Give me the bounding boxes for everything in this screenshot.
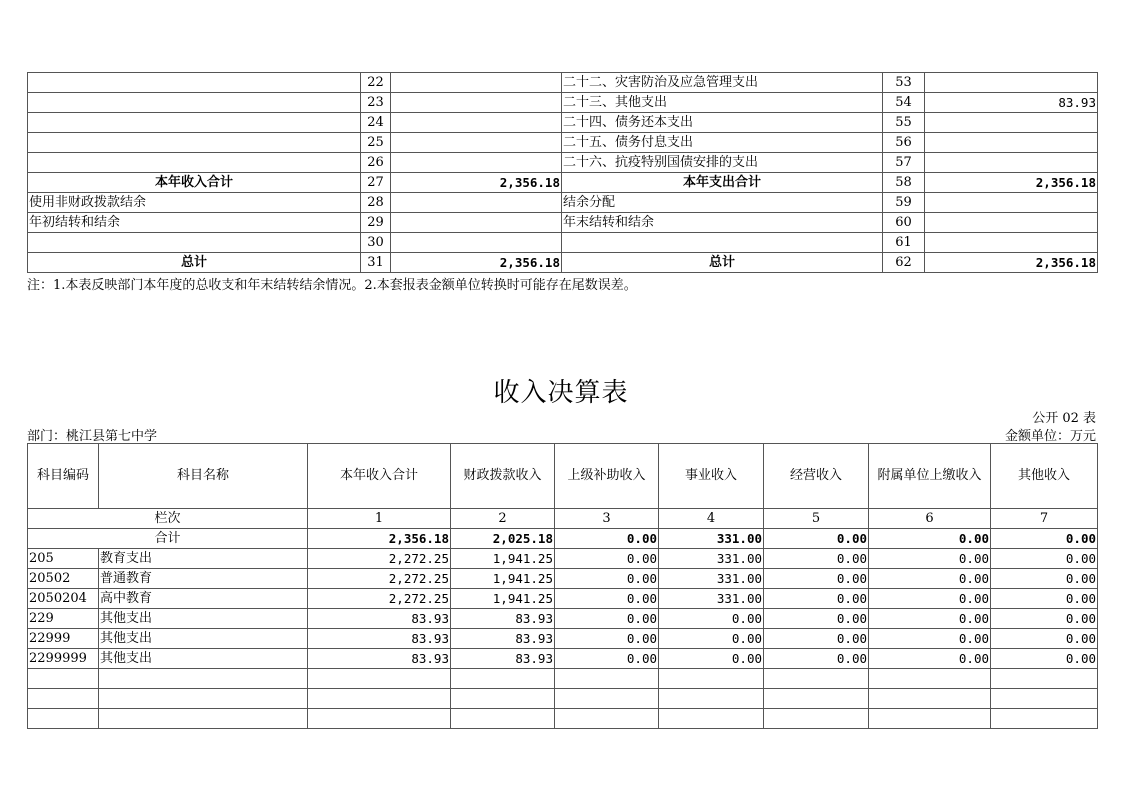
income-table bbox=[27, 443, 1098, 729]
table-row bbox=[28, 609, 1098, 629]
amount-cell: 0.00 bbox=[555, 589, 659, 609]
table-row bbox=[28, 173, 1098, 193]
empty-cell bbox=[764, 669, 869, 689]
empty-cell bbox=[28, 669, 99, 689]
empty-cell bbox=[308, 669, 451, 689]
empty-cell bbox=[555, 709, 659, 729]
empty-cell bbox=[28, 689, 99, 709]
form-number: 公开 02 表 bbox=[1032, 411, 1096, 426]
amount-cell bbox=[925, 233, 1098, 253]
amount-cell: 2,356.18 bbox=[925, 253, 1098, 273]
amount-cell: 2,356.18 bbox=[391, 173, 562, 193]
amount-cell: 0.00 bbox=[659, 629, 764, 649]
subject-name-cell: 其他支出 bbox=[99, 649, 308, 669]
empty-cell bbox=[991, 689, 1098, 709]
amount-cell: 83.93 bbox=[451, 609, 555, 629]
table-row bbox=[28, 589, 1098, 609]
amount-cell: 331.00 bbox=[659, 549, 764, 569]
column-index-label: 栏次 bbox=[28, 509, 308, 529]
empty-cell bbox=[659, 709, 764, 729]
table-row bbox=[28, 73, 1098, 93]
left-label-cell: 使用非财政拨款结余 bbox=[28, 193, 361, 213]
amount-cell bbox=[391, 73, 562, 93]
column-header: 事业收入 bbox=[659, 444, 764, 509]
amount-cell: 0.00 bbox=[659, 609, 764, 629]
row-number-cell: 27 bbox=[361, 173, 391, 193]
amount-cell: 0.00 bbox=[991, 629, 1098, 649]
amount-cell: 1,941.25 bbox=[451, 549, 555, 569]
blank-row bbox=[28, 709, 1098, 729]
amount-cell bbox=[391, 233, 562, 253]
amount-cell: 0.00 bbox=[555, 549, 659, 569]
blank-row bbox=[28, 669, 1098, 689]
amount-cell: 83.93 bbox=[925, 93, 1098, 113]
empty-cell bbox=[99, 709, 308, 729]
empty-cell bbox=[991, 709, 1098, 729]
amount-cell: 1,941.25 bbox=[451, 589, 555, 609]
left-label-cell: 本年收入合计 bbox=[28, 173, 361, 193]
empty-cell bbox=[869, 669, 991, 689]
column-header: 财政拨款收入 bbox=[451, 444, 555, 509]
page-title: 收入决算表 bbox=[493, 378, 629, 408]
total-value-cell: 0.00 bbox=[555, 529, 659, 549]
column-header: 附属单位上缴收入 bbox=[869, 444, 991, 509]
column-header: 其他收入 bbox=[991, 444, 1098, 509]
subject-name-cell: 教育支出 bbox=[99, 549, 308, 569]
unit-label: 金额单位：万元 bbox=[1004, 429, 1096, 444]
amount-cell: 0.00 bbox=[764, 549, 869, 569]
column-number-cell: 3 bbox=[555, 509, 659, 529]
amount-cell: 1,941.25 bbox=[451, 569, 555, 589]
amount-cell: 0.00 bbox=[555, 649, 659, 669]
amount-cell: 0.00 bbox=[764, 589, 869, 609]
row-number-cell: 55 bbox=[883, 113, 925, 133]
amount-cell bbox=[925, 73, 1098, 93]
total-value-cell: 0.00 bbox=[869, 529, 991, 549]
column-number-cell: 5 bbox=[764, 509, 869, 529]
total-value-cell: 0.00 bbox=[991, 529, 1098, 549]
table-row bbox=[28, 629, 1098, 649]
subject-code-cell: 205 bbox=[28, 549, 99, 569]
table-row bbox=[28, 253, 1098, 273]
subject-name-cell: 其他支出 bbox=[99, 629, 308, 649]
subject-code-cell: 20502 bbox=[28, 569, 99, 589]
empty-cell bbox=[869, 689, 991, 709]
left-label-cell bbox=[28, 153, 361, 173]
row-number-cell: 31 bbox=[361, 253, 391, 273]
amount-cell: 0.00 bbox=[869, 569, 991, 589]
row-number-cell: 22 bbox=[361, 73, 391, 93]
amount-cell: 83.93 bbox=[308, 649, 451, 669]
subject-code-cell: 22999 bbox=[28, 629, 99, 649]
table-row bbox=[28, 549, 1098, 569]
header-row bbox=[28, 444, 1098, 509]
amount-cell: 2,356.18 bbox=[925, 173, 1098, 193]
amount-cell: 331.00 bbox=[659, 569, 764, 589]
amount-cell: 0.00 bbox=[555, 629, 659, 649]
row-number-cell: 58 bbox=[883, 173, 925, 193]
amount-cell bbox=[925, 213, 1098, 233]
total-label: 合计 bbox=[28, 529, 308, 549]
left-label-cell bbox=[28, 113, 361, 133]
blank-row bbox=[28, 689, 1098, 709]
empty-cell bbox=[659, 689, 764, 709]
amount-cell: 0.00 bbox=[764, 629, 869, 649]
total-value-cell: 0.00 bbox=[764, 529, 869, 549]
column-number-cell: 1 bbox=[308, 509, 451, 529]
left-label-cell bbox=[28, 93, 361, 113]
empty-cell bbox=[308, 689, 451, 709]
empty-cell bbox=[764, 689, 869, 709]
summary-table bbox=[27, 72, 1098, 273]
row-number-cell: 25 bbox=[361, 133, 391, 153]
row-number-cell: 26 bbox=[361, 153, 391, 173]
row-number-cell: 57 bbox=[883, 153, 925, 173]
amount-cell: 83.93 bbox=[308, 629, 451, 649]
amount-cell: 0.00 bbox=[869, 629, 991, 649]
total-row bbox=[28, 529, 1098, 549]
row-number-cell: 62 bbox=[883, 253, 925, 273]
table-row bbox=[28, 569, 1098, 589]
amount-cell bbox=[925, 133, 1098, 153]
amount-cell: 0.00 bbox=[659, 649, 764, 669]
column-header: 本年收入合计 bbox=[308, 444, 451, 509]
column-index-row bbox=[28, 509, 1098, 529]
amount-cell: 2,272.25 bbox=[308, 569, 451, 589]
column-number-cell: 7 bbox=[991, 509, 1098, 529]
row-number-cell: 59 bbox=[883, 193, 925, 213]
row-number-cell: 56 bbox=[883, 133, 925, 153]
amount-cell: 0.00 bbox=[764, 649, 869, 669]
amount-cell: 0.00 bbox=[764, 609, 869, 629]
row-number-cell: 24 bbox=[361, 113, 391, 133]
empty-cell bbox=[555, 669, 659, 689]
amount-cell: 2,356.18 bbox=[391, 253, 562, 273]
column-header: 经营收入 bbox=[764, 444, 869, 509]
amount-cell: 83.93 bbox=[308, 609, 451, 629]
amount-cell: 0.00 bbox=[869, 549, 991, 569]
right-label-cell: 二十三、其他支出 bbox=[562, 93, 883, 113]
right-label-cell: 总计 bbox=[562, 253, 883, 273]
subject-name-cell: 高中教育 bbox=[99, 589, 308, 609]
amount-cell: 0.00 bbox=[991, 549, 1098, 569]
right-label-cell: 二十四、债务还本支出 bbox=[562, 113, 883, 133]
right-label-cell: 二十二、灾害防治及应急管理支出 bbox=[562, 73, 883, 93]
right-label-cell: 结余分配 bbox=[562, 193, 883, 213]
right-label-cell: 年末结转和结余 bbox=[562, 213, 883, 233]
amount-cell: 0.00 bbox=[991, 569, 1098, 589]
empty-cell bbox=[451, 709, 555, 729]
total-value-cell: 2,025.18 bbox=[451, 529, 555, 549]
amount-cell: 2,272.25 bbox=[308, 589, 451, 609]
amount-cell bbox=[925, 113, 1098, 133]
table-row bbox=[28, 153, 1098, 173]
right-label-cell: 二十五、债务付息支出 bbox=[562, 133, 883, 153]
column-header: 科目编码 bbox=[28, 444, 99, 509]
subject-name-cell: 其他支出 bbox=[99, 609, 308, 629]
column-number-cell: 6 bbox=[869, 509, 991, 529]
left-label-cell: 年初结转和结余 bbox=[28, 213, 361, 233]
subject-code-cell: 229 bbox=[28, 609, 99, 629]
total-value-cell: 2,356.18 bbox=[308, 529, 451, 549]
amount-cell bbox=[391, 93, 562, 113]
empty-cell bbox=[451, 669, 555, 689]
amount-cell bbox=[925, 193, 1098, 213]
amount-cell bbox=[925, 153, 1098, 173]
empty-cell bbox=[99, 689, 308, 709]
table-row bbox=[28, 193, 1098, 213]
amount-cell bbox=[391, 193, 562, 213]
empty-cell bbox=[99, 669, 308, 689]
table-row bbox=[28, 649, 1098, 669]
column-number-cell: 4 bbox=[659, 509, 764, 529]
amount-cell: 0.00 bbox=[991, 649, 1098, 669]
amount-cell: 0.00 bbox=[991, 589, 1098, 609]
department-label: 部门：桃江县第七中学 bbox=[27, 429, 158, 444]
amount-cell: 0.00 bbox=[555, 569, 659, 589]
right-label-cell: 本年支出合计 bbox=[562, 173, 883, 193]
amount-cell: 0.00 bbox=[869, 609, 991, 629]
amount-cell: 0.00 bbox=[555, 609, 659, 629]
table-row bbox=[28, 233, 1098, 253]
subject-code-cell: 2299999 bbox=[28, 649, 99, 669]
subject-name-cell: 普通教育 bbox=[99, 569, 308, 589]
right-label-cell bbox=[562, 233, 883, 253]
row-number-cell: 28 bbox=[361, 193, 391, 213]
amount-cell: 0.00 bbox=[764, 569, 869, 589]
amount-cell: 83.93 bbox=[451, 649, 555, 669]
right-label-cell: 二十六、抗疫特别国债安排的支出 bbox=[562, 153, 883, 173]
amount-cell: 0.00 bbox=[869, 649, 991, 669]
table-row bbox=[28, 93, 1098, 113]
row-number-cell: 61 bbox=[883, 233, 925, 253]
row-number-cell: 54 bbox=[883, 93, 925, 113]
empty-cell bbox=[764, 709, 869, 729]
table-row bbox=[28, 213, 1098, 233]
empty-cell bbox=[991, 669, 1098, 689]
table-row bbox=[28, 113, 1098, 133]
row-number-cell: 60 bbox=[883, 213, 925, 233]
empty-cell bbox=[308, 709, 451, 729]
row-number-cell: 23 bbox=[361, 93, 391, 113]
amount-cell: 331.00 bbox=[659, 589, 764, 609]
amount-cell: 83.93 bbox=[451, 629, 555, 649]
row-number-cell: 30 bbox=[361, 233, 391, 253]
empty-cell bbox=[555, 689, 659, 709]
left-label-cell bbox=[28, 133, 361, 153]
table-row bbox=[28, 133, 1098, 153]
empty-cell bbox=[451, 689, 555, 709]
column-header: 上级补助收入 bbox=[555, 444, 659, 509]
left-label-cell bbox=[28, 233, 361, 253]
amount-cell bbox=[391, 213, 562, 233]
amount-cell: 2,272.25 bbox=[308, 549, 451, 569]
left-label-cell: 总计 bbox=[28, 253, 361, 273]
left-label-cell bbox=[28, 73, 361, 93]
amount-cell bbox=[391, 153, 562, 173]
amount-cell: 0.00 bbox=[991, 609, 1098, 629]
total-value-cell: 331.00 bbox=[659, 529, 764, 549]
column-header: 科目名称 bbox=[99, 444, 308, 509]
empty-cell bbox=[28, 709, 99, 729]
row-number-cell: 29 bbox=[361, 213, 391, 233]
empty-cell bbox=[869, 709, 991, 729]
subject-code-cell: 2050204 bbox=[28, 589, 99, 609]
amount-cell bbox=[391, 133, 562, 153]
table-note: 注：1.本表反映部门本年度的总收支和年末结转结余情况。2.本套报表金额单位转换时可能存在尾数误差。 bbox=[27, 278, 637, 293]
empty-cell bbox=[659, 669, 764, 689]
row-number-cell: 53 bbox=[883, 73, 925, 93]
column-number-cell: 2 bbox=[451, 509, 555, 529]
amount-cell bbox=[391, 113, 562, 133]
amount-cell: 0.00 bbox=[869, 589, 991, 609]
